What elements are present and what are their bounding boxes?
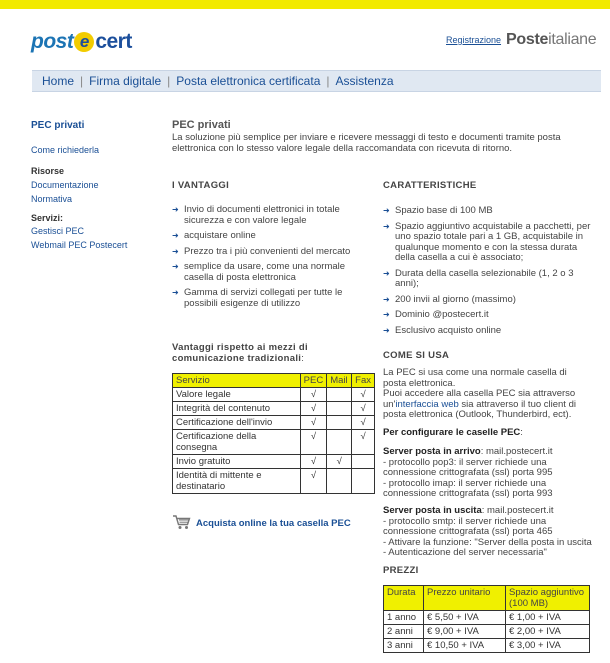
list-item: ➜ Esclusivo acquisto online: [383, 326, 593, 337]
usage-p2-b: sia attraverso il tuo client di posta elettronica (Outlook, Thunderbird, ect).: [383, 398, 576, 420]
cell: Certificazione della consegna: [173, 430, 301, 455]
buy-online-label[interactable]: Acquista online la tua casella PEC: [196, 518, 351, 529]
cell: √: [300, 430, 327, 455]
cell: € 5,50 + IVA: [424, 611, 506, 625]
cell: Integrità del contenuto: [173, 402, 301, 416]
incoming-pop3: - protocollo pop3: il server richiede una connessione crittografata (ssl) porta 995: [383, 456, 553, 478]
cell: √: [300, 402, 327, 416]
cell: √: [352, 416, 375, 430]
config-heading: [383, 428, 593, 439]
sidebar-resources-heading: Risorse: [31, 166, 65, 176]
outgoing-server-label: Server posta in uscita: [383, 505, 482, 516]
table-row: [173, 402, 375, 416]
usage-p2: [383, 389, 588, 421]
col-header: PEC: [300, 374, 327, 388]
postecert-logo[interactable]: [31, 30, 132, 54]
table-row: [173, 416, 375, 430]
usage-heading: COME SI USA: [383, 350, 450, 361]
advantages-heading: I VANTAGGI: [172, 180, 230, 191]
cell: 1 anno: [384, 611, 424, 625]
cell: 2 anni: [384, 625, 424, 639]
price-table: [383, 585, 590, 653]
cell: Identità di mittente e destinatario: [173, 469, 301, 494]
logo-e-icon: e: [74, 32, 94, 52]
logo-text-post: post: [31, 30, 74, 53]
features-list: [383, 206, 593, 341]
incoming-server-value: : mail.postecert.it: [480, 446, 553, 457]
usage-p2-a: Puoi accedere alla casella PEC sia attraverso un': [383, 388, 576, 410]
main-nav: [32, 70, 601, 92]
list-item: ➜ Prezzo tra i più convenienti del mercato: [172, 247, 357, 258]
table-header-row: [384, 586, 590, 611]
col-header: Servizio: [173, 374, 301, 388]
cell: Certificazione dell'invio: [173, 416, 301, 430]
cell: € 1,00 + IVA: [506, 611, 590, 625]
nav-firma-digitale[interactable]: Firma digitale: [89, 74, 162, 88]
cell: √: [352, 402, 375, 416]
usage-text: [383, 368, 588, 421]
config-heading-text: Per configurare le caselle PEC: [383, 427, 521, 438]
table-row: [384, 639, 590, 653]
cell: √: [300, 469, 327, 494]
sidebar-item-come-richiederla[interactable]: Come richiederla: [31, 145, 100, 155]
col-header: Mail: [327, 374, 352, 388]
list-item: ➜ acquistare online: [172, 231, 357, 242]
compare-heading: [172, 343, 322, 364]
config-heading-colon: :: [520, 427, 523, 438]
col-header: Spazio aggiuntivo (100 MB): [506, 586, 590, 611]
incoming-imap: - protocollo imap: il server richiede una connessione crittografata (ssl) porta 993: [383, 477, 553, 499]
cell: Valore legale: [173, 388, 301, 402]
posteitaliane-logo[interactable]: [506, 31, 596, 49]
sidebar-title[interactable]: PEC privati: [31, 120, 85, 131]
table-row: [173, 469, 375, 494]
outgoing-smtp: - protocollo smtp: il server richiede una connessione crittografata (ssl) porta 465: [383, 515, 553, 537]
shopping-cart-icon: [172, 514, 192, 533]
cell: 3 anni: [384, 639, 424, 653]
outgoing-server-value: : mail.postecert.it: [481, 505, 554, 516]
prices-heading: PREZZI: [383, 565, 419, 576]
compare-heading-text: Vantaggi rispetto ai mezzi di comunicazione tradizionali: [172, 342, 308, 364]
cell: √: [300, 388, 327, 402]
list-item: ➜ Spazio base di 100 MB: [383, 206, 593, 217]
buy-online-link[interactable]: [172, 514, 351, 533]
cell: [327, 388, 352, 402]
brand-bold: Poste: [506, 31, 549, 48]
list-item: ➜ Gamma di servizi collegati per tutte le possibili esigenze di utilizzo: [172, 288, 357, 309]
sidebar-item-normativa[interactable]: Normativa: [31, 194, 73, 204]
nav-assistenza[interactable]: Assistenza: [335, 74, 394, 88]
nav-separator: |: [80, 74, 84, 88]
cell: [352, 455, 375, 469]
cell: Invio gratuito: [173, 455, 301, 469]
page-title: PEC privati: [172, 119, 231, 131]
col-header: Prezzo unitario: [424, 586, 506, 611]
advantages-list: [172, 205, 357, 314]
sidebar: [31, 120, 161, 250]
col-header: Fax: [352, 374, 375, 388]
usage-p1: La PEC si usa come una normale casella di posta elettronica.: [383, 367, 567, 389]
incoming-server-label: Server posta in arrivo: [383, 446, 481, 457]
cell: [327, 416, 352, 430]
cell: [352, 469, 375, 494]
list-item: ➜ Invio di documenti elettronici in totale sicurezza e con valore legale: [172, 205, 357, 226]
nav-separator: |: [326, 74, 330, 88]
cell: √: [327, 455, 352, 469]
table-row: [173, 388, 375, 402]
intro-text: La soluzione più semplice per inviare e ricevere messaggi di testo e documenti tramite posta elettronica con lo stesso valore legale della raccomandata con ricevuta di ritorno.: [172, 132, 561, 154]
cell: € 3,00 + IVA: [506, 639, 590, 653]
list-item: ➜ Durata della casella selezionabile (1, 2 o 3 anni);: [383, 269, 593, 290]
table-header-row: [173, 374, 375, 388]
registration-link[interactable]: Registrazione: [446, 35, 502, 45]
top-yellow-bar: [0, 0, 610, 9]
outgoing-auth: - Attivare la funzione: "Server della posta in uscita - Autenticazione del server necessaria": [383, 536, 592, 558]
brand-light: italiane: [548, 31, 597, 48]
cell: € 9,00 + IVA: [424, 625, 506, 639]
incoming-server-block: [383, 447, 588, 500]
cell: [327, 402, 352, 416]
cell: √: [352, 388, 375, 402]
outgoing-server-block: [383, 506, 593, 559]
cell: [327, 430, 352, 455]
sidebar-item-documentazione[interactable]: Documentazione: [31, 180, 99, 190]
table-row: [384, 625, 590, 639]
col-header: Durata: [384, 586, 424, 611]
cell: √: [300, 416, 327, 430]
nav-home[interactable]: Home: [42, 74, 75, 88]
list-item: ➜ semplice da usare, come una normale casella di posta elettronica: [172, 262, 357, 283]
table-row: [173, 430, 375, 455]
cell: € 2,00 + IVA: [506, 625, 590, 639]
nav-pec[interactable]: Posta elettronica certificata: [176, 74, 321, 88]
web-interface-link[interactable]: interfaccia web: [395, 398, 459, 410]
table-row: [173, 455, 375, 469]
sidebar-item-webmail[interactable]: Webmail PEC Postecert: [31, 240, 128, 250]
comparison-table: [172, 373, 375, 494]
table-row: [384, 611, 590, 625]
sidebar-item-gestisci-pec[interactable]: Gestisci PEC: [31, 226, 85, 236]
cell: [327, 469, 352, 494]
features-heading: CARATTERISTICHE: [383, 180, 477, 191]
compare-heading-colon: :: [301, 352, 305, 364]
nav-separator: |: [167, 74, 171, 88]
list-item: ➜ 200 invii al giorno (massimo): [383, 295, 593, 306]
sidebar-services-heading: Servizi:: [31, 213, 64, 223]
list-item: ➜ Dominio @postecert.it: [383, 310, 593, 321]
cell: € 10,50 + IVA: [424, 639, 506, 653]
list-item: ➜ Spazio aggiuntivo acquistabile a pacchetti, per uno spazio totale pari a 1 GB, acquistabile in qualunque momento e con la stessa durata della casella a cui è associato;: [383, 222, 593, 264]
cell: √: [300, 455, 327, 469]
cell: √: [352, 430, 375, 455]
logo-text-cert: cert: [95, 30, 132, 53]
